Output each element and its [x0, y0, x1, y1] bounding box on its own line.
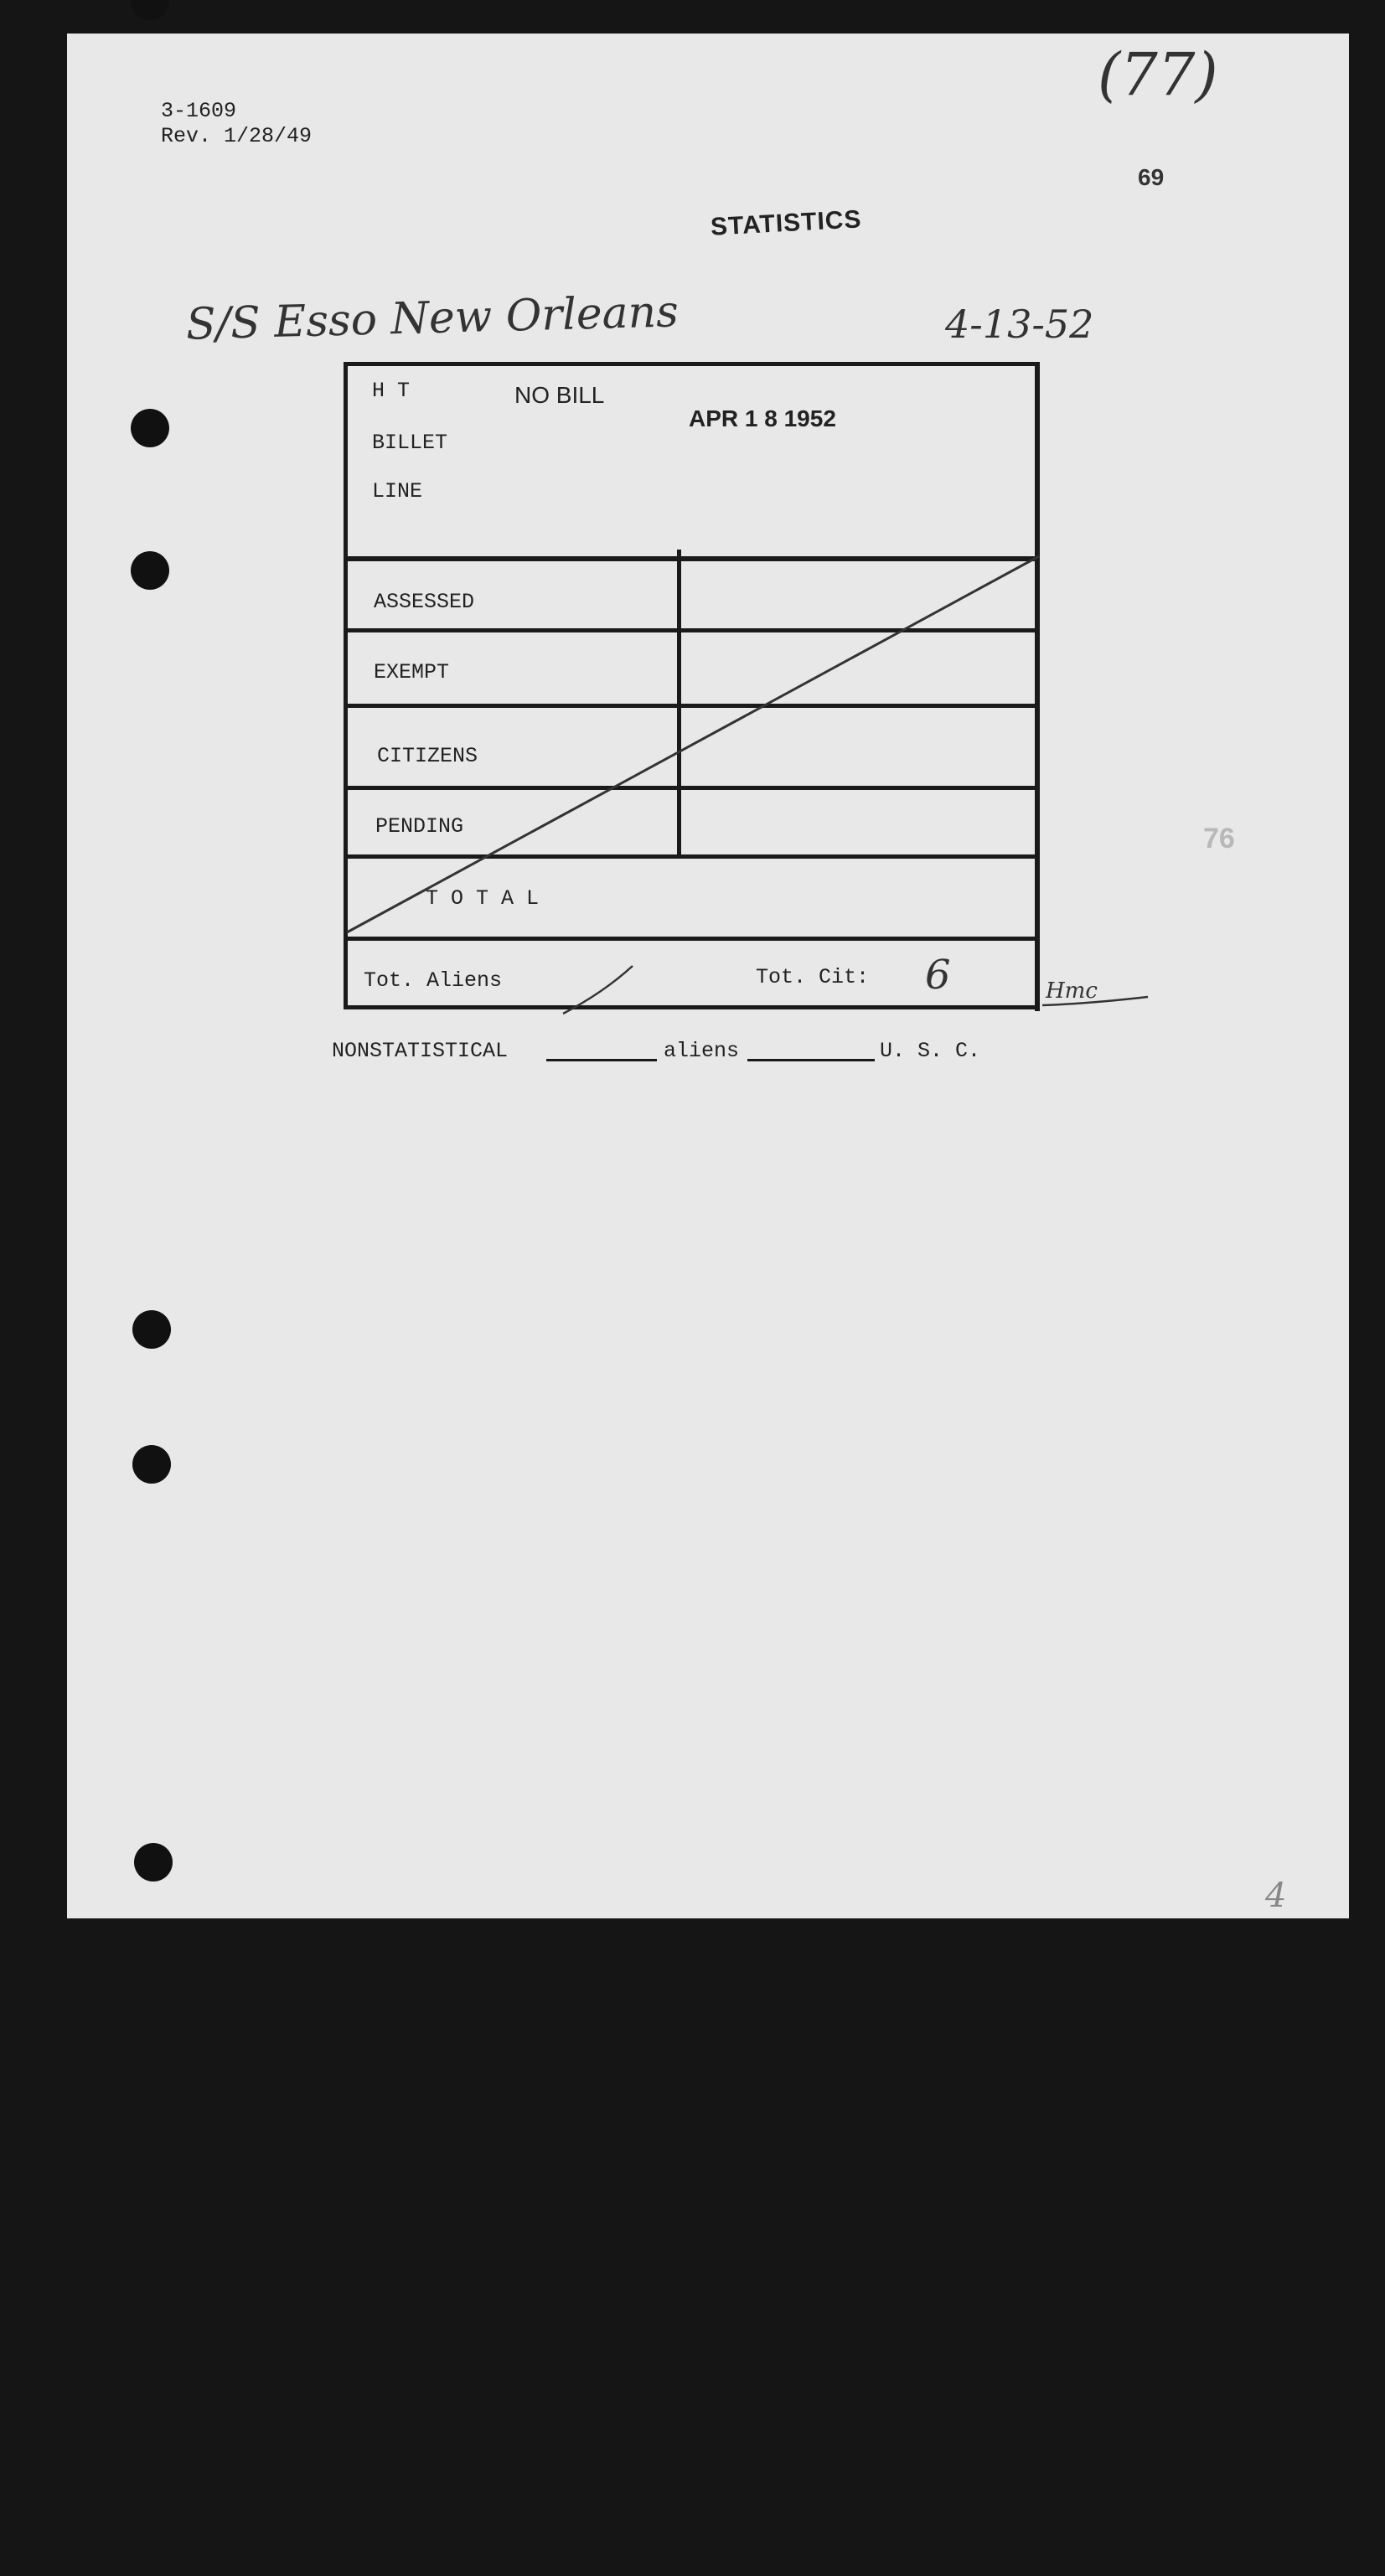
nonstatistical-blank-2	[747, 1059, 875, 1061]
usc-label: U. S. C.	[880, 1039, 981, 1063]
ht-label: H T	[372, 379, 411, 403]
row-label-citizens: CITIZENS	[377, 744, 478, 768]
vessel-name: S/S Esso New Orleans	[185, 287, 680, 350]
total-citizens-label: Tot. Cit:	[756, 965, 870, 989]
billet-label: BILLET	[372, 431, 448, 455]
row-label-assessed: ASSESSED	[374, 590, 475, 614]
faint-number: 76	[1203, 823, 1235, 854]
aliens-word: aliens	[664, 1039, 740, 1063]
line-label: LINE	[372, 479, 423, 503]
initials: Hmc	[1046, 978, 1098, 1004]
total-label: T O T A L	[426, 886, 540, 911]
nonstatistical-blank-1	[546, 1059, 657, 1061]
no-bill-stamp: NO BILL	[514, 382, 605, 408]
corner-number: (77)	[1098, 40, 1218, 109]
page-mark: 4	[1265, 1877, 1287, 1915]
row-label-exempt: EXEMPT	[374, 660, 450, 684]
form-number: 3-1609	[161, 99, 237, 123]
nonstatistical-label: NONSTATISTICAL	[332, 1039, 509, 1063]
form-revision: Rev. 1/28/49	[161, 124, 313, 148]
total-citizens-value: 6	[925, 952, 951, 999]
corner-mark: 69	[1138, 164, 1165, 190]
row-label-pending: PENDING	[375, 814, 464, 839]
date-stamp: APR 1 8 1952	[689, 405, 836, 431]
handwritten-date: 4-13-52	[945, 302, 1094, 347]
total-aliens-label: Tot. Aliens	[364, 968, 503, 993]
statistics-stamp: STATISTICS	[710, 205, 863, 241]
